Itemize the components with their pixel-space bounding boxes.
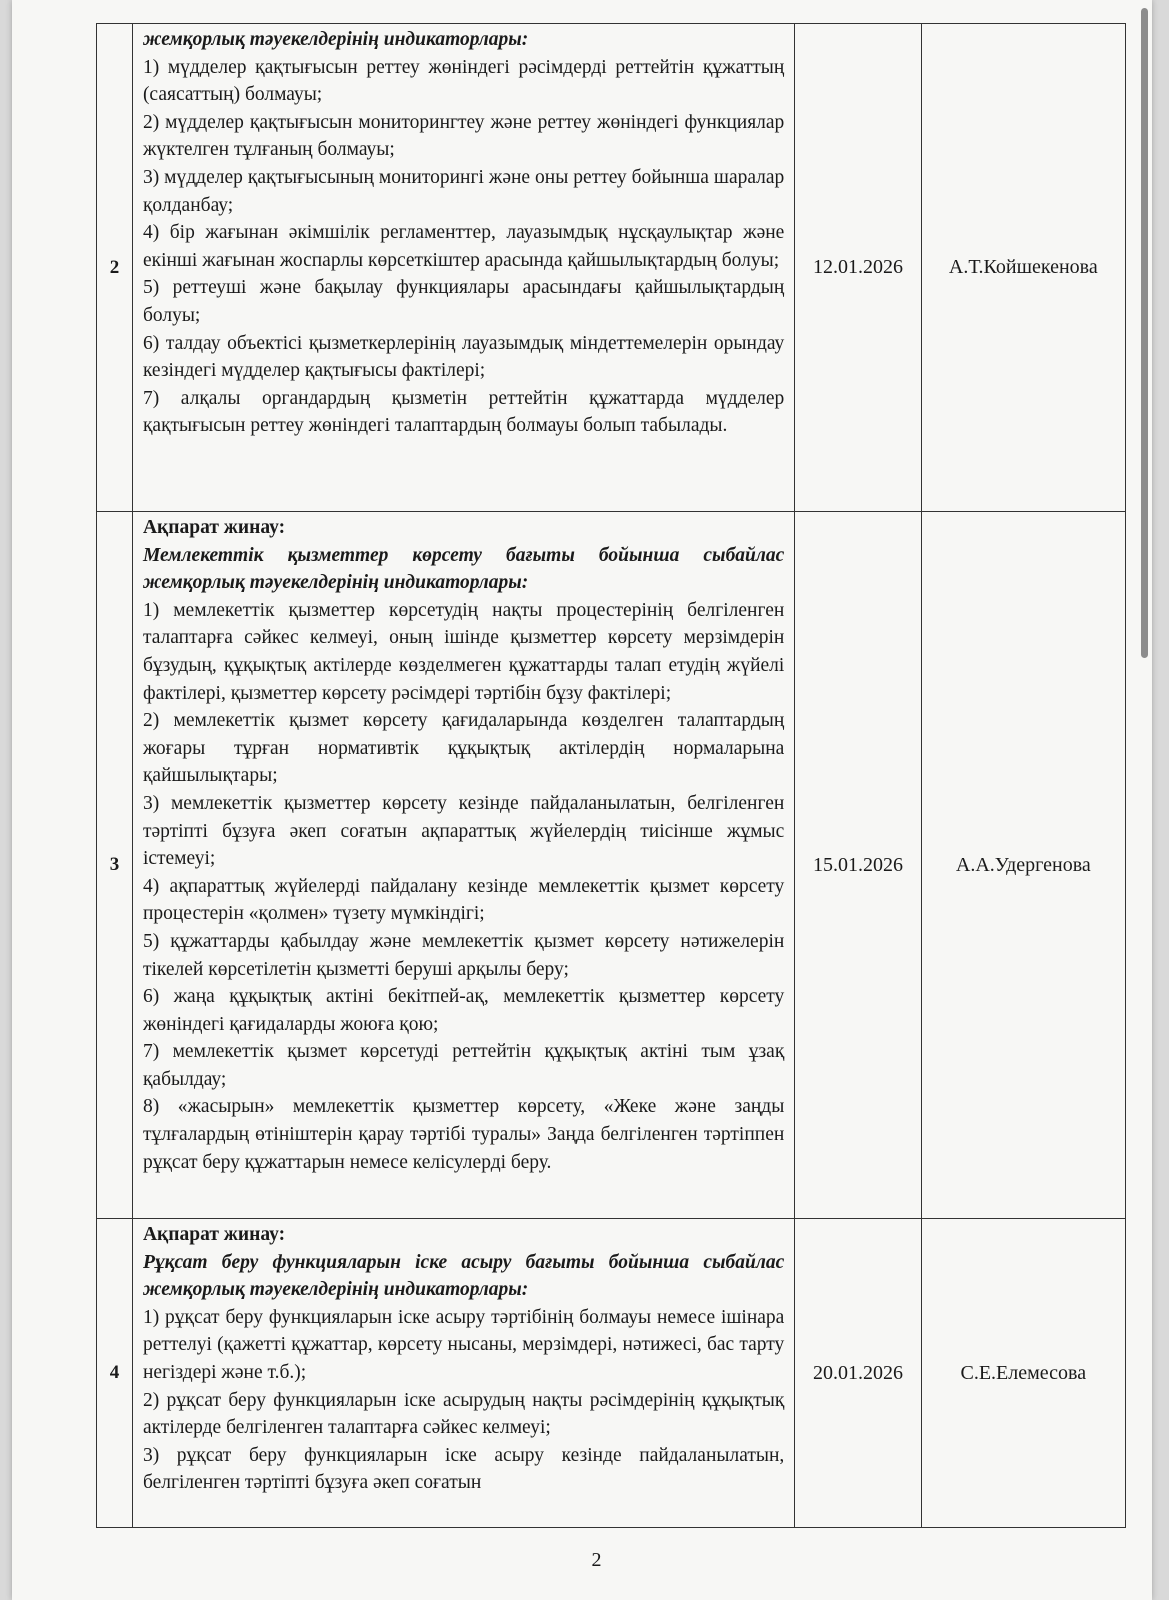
list-item: 3) мүдделер қақтығысының мониторингі және оны реттеу бойынша шаралар қолданбау; (142, 166, 785, 216)
row-responsible: А.А.Удергенова (921, 512, 1125, 1219)
row-heading: Ақпарат жинау: (142, 1224, 286, 1245)
list-item: 3) мемлекеттік қызметтер көрсету кезінде пайдаланылатын, белгіленген тәртіпті бұзуға әкеп соғатын ақпараттық жүйелердің тиісінше жұмыс істемеуі; (142, 792, 785, 870)
list-item: 7) алқалы органдардың қызметін реттейтін құжаттарда мүдделер қақтығысын реттеу жөніндегі талаптардың болмауы болып табылады. (142, 387, 785, 437)
row-subheading: Рұқсат беру функцияларын іске асыру бағыты бойынша сыбайлас жемқорлық тәуекелдерінің индикаторлары: (142, 1251, 785, 1301)
list-item: 5) құжаттарды қабылдау және мемлекеттік қызмет көрсету нәтижелерін тікелей көрсетілетін қызметті беруші арқылы беру; (142, 930, 785, 980)
document-page (12, 0, 1152, 1600)
list-item: 1) мүдделер қақтығысын реттеу жөніндегі рәсімдерді реттейтін құжаттың (саясаттың) болмауы; (142, 56, 785, 106)
list-item: 3) рұқсат беру функцияларын іске асыру кезінде пайдаланылатын, белгіленген тәртіпті бұзуға әкеп соғатын (142, 1444, 785, 1494)
row-responsible: А.Т.Койшекенова (921, 24, 1125, 512)
list-item: 7) мемлекеттік қызмет көрсетуді реттейтін құқықтық актіні тым ұзақ қабылдау; (142, 1041, 785, 1090)
row-number: 4 (97, 1219, 133, 1528)
plan-table (96, 23, 1126, 1528)
row-heading: Ақпарат жинау: (142, 517, 286, 538)
list-item: 1) рұқсат беру функцияларын іске асыру тәртібінің болмауы немесе ішінара реттелуі (қажетті құжаттар, көрсету нысаны, мерзімдері, нәтижесі, бас тарту негіздері және т.б.); (142, 1306, 785, 1383)
table-row (97, 1219, 1126, 1528)
row-content (132, 512, 794, 1219)
row-number: 2 (97, 24, 133, 512)
row-responsible: С.Е.Елемесова (921, 1219, 1125, 1528)
row-number: 3 (97, 512, 133, 1219)
row-subheading: жемқорлық тәуекелдерінің индикаторлары: (142, 29, 529, 50)
row-content (132, 1219, 794, 1528)
row-subheading: Мемлекеттік қызметтер көрсету бағыты бойынша сыбайлас жемқорлық тәуекелдерінің индикаторлары: (142, 544, 785, 594)
list-item: 2) рұқсат беру функцияларын іске асырудың нақты рәсімдерінің құқықтық актілерде белгіленген талаптарға сәйкес келмеуі; (142, 1389, 785, 1439)
list-item: 8) «жасырын» мемлекеттік қызметтер көрсету, «Жеке және заңды тұлғалардың өтініштерін қарау тәртібі туралы» Заңда белгіленген тәртіппен рұқсат беру құжаттарын немесе келісулерді беру. (142, 1096, 785, 1173)
row-date: 15.01.2026 (795, 512, 921, 1219)
table-row (97, 512, 1126, 1219)
list-item: 4) бір жағынан әкімшілік регламенттер, лауазымдық нұсқаулықтар және екінші жағынан жоспарлы көрсеткіштер арасында қайшылықтардың болуы; (142, 222, 785, 271)
row-date: 20.01.2026 (795, 1219, 921, 1528)
list-item: 2) мүдделер қақтығысын мониторингтеу және реттеу жөніндегі функциялар жүктелген тұлғаның болмауы; (142, 111, 785, 161)
row-content (132, 24, 794, 512)
scrollbar[interactable] (1141, 8, 1148, 658)
list-item: 1) мемлекеттік қызметтер көрсетудің нақты процестерінің белгіленген талаптарға сәйкес келмеуі, оның ішінде қызметтер көрсету мерзімдерін бұзудың, құқықтық актілерде көзделмеген құжаттарды талап етудің жүйелі фактілері, қызметтер көрсету рәсімдері тәртібін бұзу фактілері; (142, 599, 785, 704)
list-item: 6) талдау объектісі қызметкерлерінің лауазымдық міндеттемелерін орындау кезіндегі мүдделер қақтығысы фактілері; (142, 332, 785, 382)
row-date: 12.01.2026 (795, 24, 921, 512)
page-number: 2 (591, 1549, 602, 1571)
list-item: 5) реттеуші және бақылау функциялары арасындағы қайшылықтардың болуы; (142, 277, 785, 326)
list-item: 6) жаңа құқықтық актіні бекітпей-ақ, мемлекеттік қызметтер көрсету жөніндегі қағидаларды жоюға қою; (142, 986, 785, 1035)
table-row (97, 24, 1126, 512)
list-item: 4) ақпараттық жүйелерді пайдалану кезінде мемлекеттік қызмет көрсету процестерін «қолмен» түзету мүмкіндігі; (142, 875, 785, 925)
list-item: 2) мемлекеттік қызмет көрсету қағидаларында көзделген талаптардың жоғары тұрған нормативтік құқықтық актілердің нормаларына қайшылықтары; (142, 710, 785, 787)
